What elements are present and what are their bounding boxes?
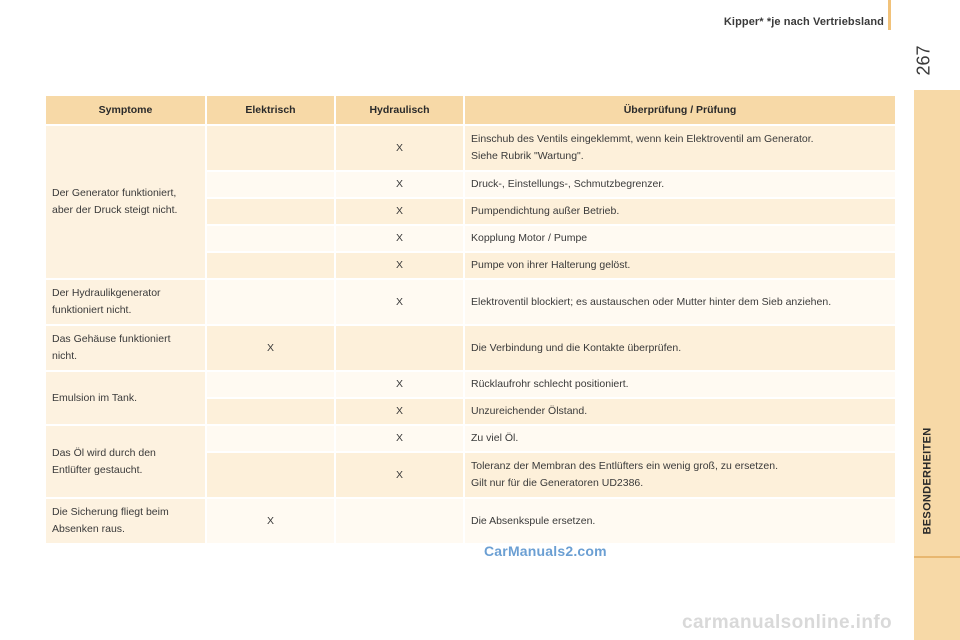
pruefung-cell: Druck-, Einstellungs-, Schmutzbegrenzer.: [465, 172, 895, 197]
table-row: [46, 426, 895, 451]
column-header-pruefung: Überprüfung / Prüfung: [465, 96, 895, 124]
hydraulisch-cell: [336, 326, 463, 370]
elektrisch-cell: [207, 199, 334, 224]
elektrisch-cell: [207, 280, 334, 324]
elektrisch-cell: [207, 426, 334, 451]
hydraulisch-cell: X: [336, 280, 463, 324]
side-section-label: [914, 410, 940, 552]
pruefung-cell: Toleranz der Membran des Entlüfters ein wenig groß, zu ersetzen. Gilt nur für die Generatoren UD2386.: [465, 453, 895, 497]
hydraulisch-cell: X: [336, 172, 463, 197]
symptom-cell: Die Sicherung fliegt beim Absenken raus.: [46, 499, 205, 543]
header-accent-bar: [888, 0, 891, 30]
pruefung-cell: Einschub des Ventils eingeklemmt, wenn kein Elektroventil am Generator. Siehe Rubrik "Wartung".: [465, 126, 895, 170]
pruefung-cell: Rücklaufrohr schlecht positioniert.: [465, 372, 895, 397]
troubleshooting-table: [44, 94, 897, 545]
elektrisch-cell: [207, 172, 334, 197]
symptom-cell: Das Öl wird durch den Entlüfter gestaucht.: [46, 426, 205, 497]
watermark-carmanualsonline: carmanualsonline.info: [682, 612, 893, 633]
side-tab-divider: [914, 556, 960, 558]
pruefung-cell: Pumpendichtung außer Betrieb.: [465, 199, 895, 224]
header-title: Kipper* *je nach Vertriebsland: [723, 16, 884, 28]
page-number: [906, 40, 942, 80]
table-row: [46, 372, 895, 397]
hydraulisch-cell: X: [336, 126, 463, 170]
hydraulisch-cell: X: [336, 453, 463, 497]
pruefung-cell: Zu viel Öl.: [465, 426, 895, 451]
table-header-row: [46, 96, 895, 124]
table-body: [46, 126, 895, 543]
table-row: [46, 126, 895, 170]
pruefung-cell: Die Absenkspule ersetzen.: [465, 499, 895, 543]
symptom-cell: Der Generator funktioniert, aber der Druck steigt nicht.: [46, 126, 205, 278]
hydraulisch-cell: X: [336, 199, 463, 224]
column-header-symptome: Symptome: [46, 96, 205, 124]
table-row: [46, 326, 895, 370]
elektrisch-cell: X: [207, 499, 334, 543]
pruefung-cell: Pumpe von ihrer Halterung gelöst.: [465, 253, 895, 278]
elektrisch-cell: [207, 226, 334, 251]
pruefung-cell: Kopplung Motor / Pumpe: [465, 226, 895, 251]
elektrisch-cell: X: [207, 326, 334, 370]
pruefung-cell: Die Verbindung und die Kontakte überprüfen.: [465, 326, 895, 370]
hydraulisch-cell: X: [336, 426, 463, 451]
elektrisch-cell: [207, 126, 334, 170]
table-row: [46, 499, 895, 543]
hydraulisch-cell: X: [336, 253, 463, 278]
symptom-cell: Der Hydraulikgenerator funktioniert nicht.: [46, 280, 205, 324]
table-row: [46, 280, 895, 324]
elektrisch-cell: [207, 372, 334, 397]
symptom-cell: Emulsion im Tank.: [46, 372, 205, 424]
hydraulisch-cell: X: [336, 372, 463, 397]
symptom-cell: Das Gehäuse funktioniert nicht.: [46, 326, 205, 370]
watermark-carmanuals2: CarManuals2.com: [484, 543, 607, 559]
pruefung-cell: Unzureichender Ölstand.: [465, 399, 895, 424]
column-header-elektrisch: Elektrisch: [207, 96, 334, 124]
elektrisch-cell: [207, 453, 334, 497]
elektrisch-cell: [207, 253, 334, 278]
elektrisch-cell: [207, 399, 334, 424]
hydraulisch-cell: X: [336, 399, 463, 424]
hydraulisch-cell: [336, 499, 463, 543]
column-header-hydraulisch: Hydraulisch: [336, 96, 463, 124]
hydraulisch-cell: X: [336, 226, 463, 251]
pruefung-cell: Elektroventil blockiert; es austauschen oder Mutter hinter dem Sieb anziehen.: [465, 280, 895, 324]
page-number-text: 267: [913, 44, 934, 76]
side-section-label-text: BESONDERHEITEN: [921, 427, 934, 535]
